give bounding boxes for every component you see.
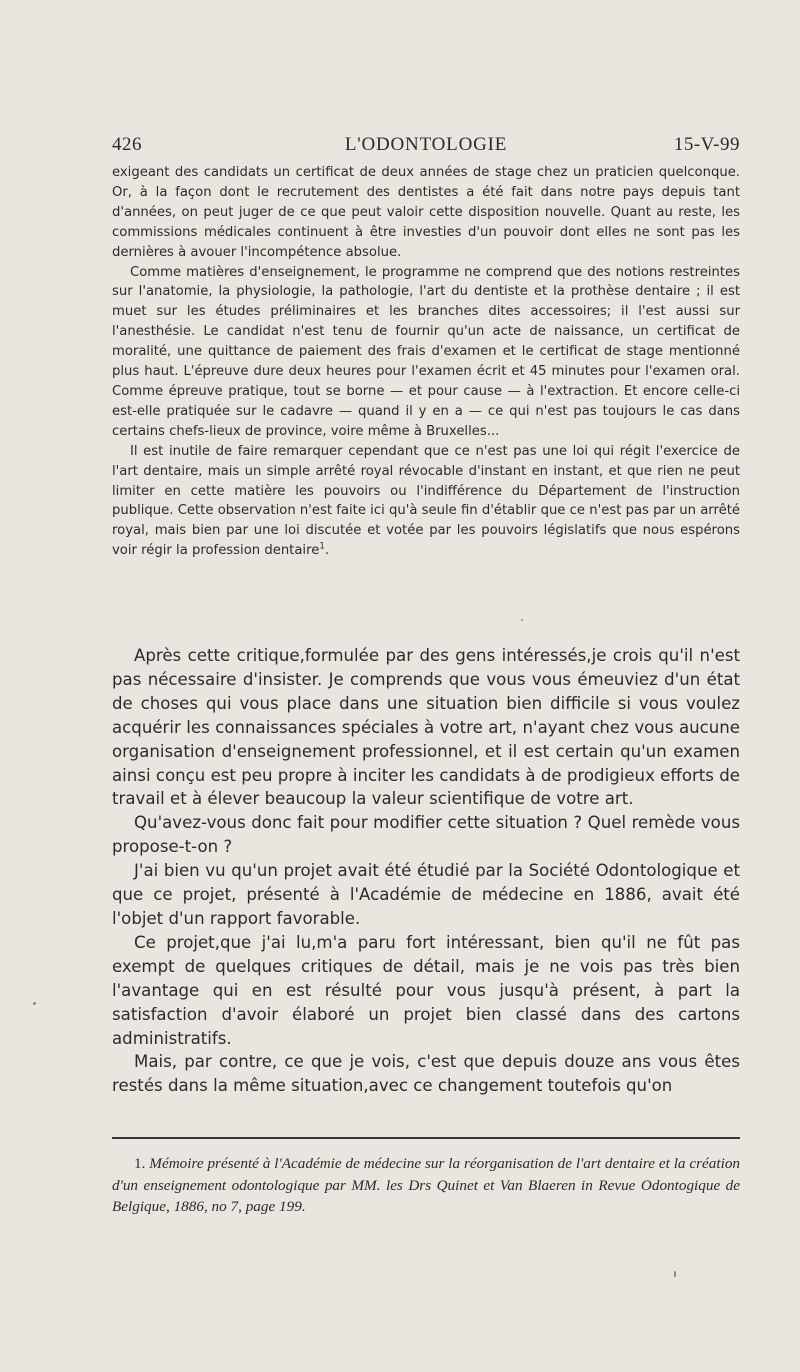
paper-speck	[674, 1271, 676, 1277]
paper-speck	[33, 1002, 36, 1005]
footnote-divider	[112, 1137, 740, 1139]
quoted-paragraph	[112, 442, 740, 561]
main-text	[112, 644, 740, 1098]
footnote-text: Mémoire présenté à l'Académie de médecine sur la réorganisation de l'art dentaire et la création d'un enseignement odontologique par MM. les Drs Quinet et Van Blaeren in Revue Odontogique de Belgique, 1886, no 7, page 199.	[112, 1155, 741, 1215]
running-header	[112, 134, 740, 158]
closing-period: .	[324, 543, 330, 559]
quoted-paragraph: exigeant des candidats un certificat de deux années de stage chez un praticien quelconque. Or, à la façon dont le recrutement des dentistes a été fait dans notre pays depuis tant d'années, on peut juger de ce que peut valoir cette disposition nouvelle. Quant au reste, les commissions médicales continuent à être investies d'un pouvoir dont elles ne sont pas les dernières à avouer l'incompétence absolue.	[112, 165, 740, 260]
issue-date: 15-V-99	[673, 134, 740, 155]
footnote-marker: 1	[319, 541, 325, 552]
quoted-paragraph: Comme matières d'enseignement, le programme ne comprend que des notions restreintes sur l'anatomie, la physiologie, la pathologie, l'art du dentiste et la prothèse dentaire ; il est muet sur les études préliminaires et les branches dites accessoires; il l'est aussi sur l'anesthésie. Le candidat n'est tenu de fournir qu'un acte de naissance, un certificat de moralité, une quittance de paiement des frais d'examen et le certificat de stage mentionné plus haut. L'épreuve dure deux heures pour l'examen écrit et 45 minutes pour l'examen oral. Comme épreuve pratique, tout se borne — et pour cause — à l'extraction. Et encore celle-ci est-elle pratiquée sur le cadavre — quand il y en a — ce qui n'est pas toujours le cas dans certains chefs-lieux de province, voire même à Bruxelles...	[112, 264, 740, 439]
body-paragraph: J'ai bien vu qu'un projet avait été étudié par la Société Odontologique et que ce projet, présenté à l'Académie de médecine en 1886, avait été l'objet d'un rapport favorable.	[112, 861, 740, 928]
footnote-number: 1.	[134, 1155, 146, 1172]
footnote	[112, 1153, 740, 1218]
body-paragraph: Après cette critique,formulée par des gens intéressés,je crois qu'il n'est pas nécessaire d'insister. Je comprends que vous vous émeuviez d'un état de choses qui vous place dans une situation bien difficile si vous voulez acquérir les connaissances spéciales à votre art, n'ayant chez vous aucune organisation d'enseignement professionnel, et il est certain qu'un examen ainsi conçu est peu propre à inciter les candidats à de prodigieux efforts de travail et à élever beaucoup la valeur scientifique de votre art.	[112, 646, 740, 809]
body-paragraph: Ce projet,que j'ai lu,m'a paru fort intéressant, bien qu'il ne fût pas exempt de quelques critiques de détail, mais je ne vois pas très bien l'avantage qui en est résulté pour vous jusqu'à présent, à part la satisfaction d'avoir élaboré un projet bien classé dans des cartons administratifs.	[112, 932, 740, 1048]
quoted-paragraph-text: Il est inutile de faire remarquer cependant que ce n'est pas une loi qui régit l'exercice de l'art dentaire, mais un simple arrêté royal révocable d'instant en instant, et que rien ne peut limiter en cette matière les pouvoirs ou l'indifférence du Département de l'instruction publique. Cette observation n'est faite ici qu'à seule fin d'établir que ce n'est pas par un arrêté royal, mais bien par une loi discutée et votée par les pouvoirs législatifs que nous espérons voir régir la profession dentaire	[112, 443, 740, 559]
paper-speck	[521, 619, 523, 621]
quoted-block	[112, 163, 740, 561]
body-paragraph: Qu'avez-vous donc fait pour modifier cette situation ? Quel remède vous propose-t-on ?	[112, 813, 740, 857]
journal-title: L'ODONTOLOGIE	[344, 134, 508, 155]
body-paragraph: Mais, par contre, ce que je vois, c'est que depuis douze ans vous êtes restés dans la même situation,avec ce changement toutefois qu'on	[112, 1052, 740, 1096]
page-number: 426	[112, 134, 142, 155]
